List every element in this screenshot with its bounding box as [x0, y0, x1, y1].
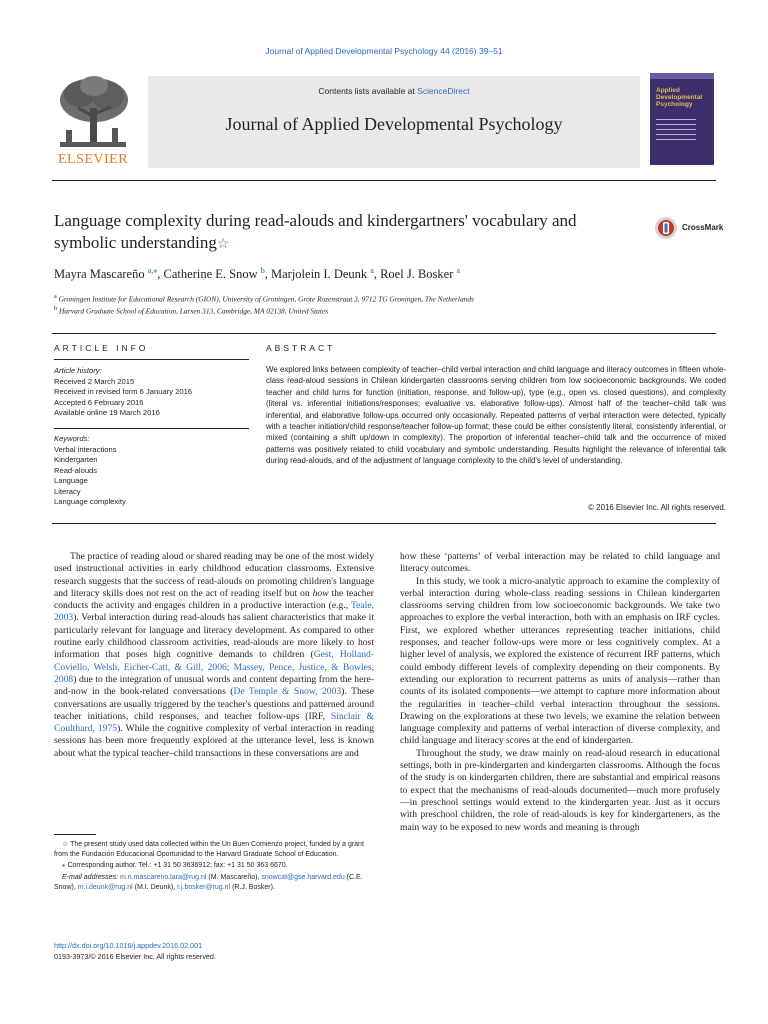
- corresponding-footnote: ⁎ Corresponding author. Tel.: +1 31 50 3636912; fax: +1 31 50 363 6670.: [62, 862, 288, 870]
- email-link[interactable]: m.n.mascareno.lara@rug.nl: [119, 873, 207, 881]
- author-affiliation-marker[interactable]: a: [456, 266, 461, 275]
- keyword: Language: [54, 476, 88, 485]
- email-link[interactable]: m.i.deunk@rug.nl: [77, 883, 133, 891]
- article-history: [54, 366, 249, 419]
- history-heading: Article history:: [54, 366, 102, 375]
- intro-paragraph: The practice of reading aloud or shared reading may be one of the most widely used instructional activities in early childhood education classrooms. Extensive research suggests that the success of read-alouds on promoting children's language and literacy skills does not rest on the act of reading itself but on how the teacher conducts the activity and engages children in a productive interaction (e.g., Teale, 2003). Verbal interaction during read-alouds has salient characteristics that make it particularly relevant for language and literacy development. As compared to other routine early childhood classroom activities, read-alouds are more likely to host information that poses high cognitive demands to children (Gest, Holland-Coviello, Welsh, Eicher-Catt, & Gill, 2006; Massey, Pence, Justice, & Bowles, 2008) due to the integration of unusual words and content departing from the here-and-now in the book-related conversations (De Temple & Snow, 2003). These conversations are usually triggered by the teacher's questions and patterned around teacher initiations, child responses, and teacher follow-ups (IRF, Sinclair & Coulthard, 1975). While the cognitive complexity of verbal interaction in reading sessions has been more frequently explored at the utterance level, less is known about what the typical teacher–child transactions in these conversations are and: [54, 551, 374, 759]
- star-footnote-icon: ☆: [62, 841, 69, 848]
- author-separator: ,: [264, 267, 271, 282]
- sciencedirect-link[interactable]: ScienceDirect: [417, 86, 470, 96]
- cover-text-lines: [656, 119, 696, 144]
- email-footnote: E-mail addresses: m.n.mascareno.lara@rug.nl (M. Mascareño), snowcat@gse.harvard.edu (C.E. Snow), m.i.deunk@rug.nl (M.I. Deunk), r.j.bosker@rug.nl (R.J. Bosker).: [54, 873, 363, 891]
- article-title: [54, 210, 634, 256]
- affiliation-b: $^b$ Harvard Graduate School of Education, Larsen 313, Cambridge, MA 02138, United States: [54, 306, 329, 316]
- email-link[interactable]: snowcat@gse.harvard.edu: [261, 873, 345, 881]
- doi-link[interactable]: http://dx.doi.org/10.1016/j.appdev.2016.02.001: [54, 941, 203, 950]
- history-revised: Received in revised form 6 January 2016: [54, 387, 193, 396]
- elsevier-tree-icon: [54, 72, 132, 152]
- publisher-logo: [52, 70, 134, 168]
- author-name[interactable]: Marjolein I. Deunk: [271, 267, 368, 282]
- keyword: Language complexity: [54, 497, 126, 506]
- author-affiliation-marker[interactable]: a: [370, 266, 374, 275]
- citation-link[interactable]: Gest, Holland-Coviello, Welsh, Eicher-Catt, & Gill, 2006; Massey, Pence, Justice, & Bowles, 2008: [54, 649, 374, 685]
- history-accepted: Accepted 6 February 2016: [54, 397, 144, 407]
- keyword: Literacy: [54, 486, 81, 496]
- history-received: Received 2 March 2015: [54, 376, 135, 386]
- journal-citation-link[interactable]: Journal of Applied Developmental Psychology 44 (2016) 39–51: [265, 46, 503, 56]
- funding-footnote: ☆ The present study used data collected within the Un Buen Comienzo project, funded by a grant from the Fundación Educacional Oportunidad to the Harvard Graduate School of Education.: [54, 841, 364, 859]
- info-rule: [54, 359, 249, 360]
- author-name[interactable]: Mayra Mascareño: [54, 267, 145, 282]
- article-title-text: Language complexity during read-alouds and kindergartners' vocabulary and symbolic understanding: [54, 211, 577, 252]
- author-affiliation-marker[interactable]: b: [260, 266, 265, 275]
- keyword: Kindergarten: [54, 455, 98, 464]
- masthead-band: [148, 76, 640, 168]
- issn-line: 0193-3973/© 2016 Elsevier Inc. All rights reserved.: [54, 951, 216, 961]
- crossmark-button[interactable]: [654, 216, 728, 244]
- star-footnote-icon[interactable]: ☆: [216, 237, 230, 252]
- citation-link[interactable]: Sinclair & Coulthard, 1975: [54, 710, 374, 735]
- body-column-right: [400, 551, 720, 834]
- author-separator: ,: [157, 267, 164, 282]
- affiliation-a: $^a$ Groningen Institute for Educational Research (GION), University of Groningen, Grote Rozenstraat 3, 9712 TG Groningen, The Netherlands: [54, 294, 474, 304]
- info-top-rule: [52, 333, 716, 334]
- keywords: [54, 434, 249, 508]
- citation-link[interactable]: De Temple & Snow, 2003: [233, 686, 342, 698]
- footnotes: [54, 840, 378, 894]
- author-list: [54, 266, 714, 282]
- keyword: Read-alouds: [54, 465, 98, 475]
- email-link[interactable]: r.j.bosker@rug.nl: [177, 883, 231, 891]
- page-footer: [54, 941, 374, 962]
- crossmark-label: CrossMark: [682, 223, 724, 232]
- cover-title: Applied Developmental Psychology: [656, 87, 703, 108]
- author-name[interactable]: Roel J. Bosker: [380, 267, 454, 282]
- journal-cover-thumbnail[interactable]: [650, 73, 714, 165]
- contents-prefix: Contents lists available at: [318, 86, 415, 96]
- abstract-heading: ABSTRACT: [266, 343, 336, 353]
- publisher-name: ELSEVIER: [57, 152, 129, 167]
- body-paragraph: Throughout the study, we draw mainly on read-aloud research in educational settings, both in pre-kindergarten and kindergarten classrooms. Although the focus of the study is on kindergarten children, there are substantial and empirical reasons to expect that the mechanisms of read-alouds documented—much more profusely—in preschool settings would extend to the kindergarten year. Just as it occurs with preschool children, the role of read-alouds is key for kindergarteners, as the main way to be exposed to new words and meaning is through: [400, 747, 720, 833]
- footnote-rule: [54, 834, 96, 835]
- body-column-left: [54, 551, 374, 760]
- header-rule: [52, 180, 716, 181]
- abstract-text: We explored links between complexity of teacher–child verbal interaction and child language and literacy outcomes in fifteen whole-class read-aloud sessions in Chilean kindergarten classrooms serving children from low socioeconomic backgrounds. We coded teacher and child turns for function (initiation, response, and follow-up), type (e.g., open vs. closed questions), and complexity (literal vs. inferential initiations/responses; evaluative vs. elaborative follow-ups). Almost half of the teacher–child talk was inferential, and elaborative follow-ups occurred only occasionally. Repeated patterns of verbal interaction were detected, typically with a teacher initiation/child response/teacher follow-up format; these could be either consistently literal, consistently inferential, or mixed (containing a shift up/down in complexity). The proportion of inferential teacher–child talk and the occurrence of mixed patterns was positively related to child vocabulary and symbolic understanding. Results highlight the relevance of inferential talk during read-alouds, and of the adjustment of language complexity to the child's level of understanding.: [266, 365, 726, 466]
- keywords-heading: Keywords:: [54, 434, 90, 443]
- citation-link[interactable]: Teale, 2003: [54, 600, 374, 624]
- keyword: Verbal interactions: [54, 444, 117, 454]
- keywords-rule: [54, 428, 249, 429]
- article-info-heading: ARTICLE INFO: [54, 343, 149, 353]
- affiliations: [54, 292, 714, 317]
- author-affiliation-marker[interactable]: a,⁎: [147, 266, 158, 275]
- crossmark-icon: [654, 216, 678, 240]
- contents-line: [148, 86, 640, 96]
- author-separator: ,: [373, 267, 381, 282]
- abstract-copyright: © 2016 Elsevier Inc. All rights reserved.: [588, 503, 726, 512]
- author-name[interactable]: Catherine E. Snow: [163, 267, 258, 282]
- abstract-bottom-rule: [52, 523, 716, 524]
- body-paragraph: how these ‘patterns’ of verbal interaction may be related to child language and literacy outcomes.: [400, 551, 720, 575]
- cover-stripe: [650, 73, 714, 79]
- body-paragraph: In this study, we took a micro-analytic approach to examine the complexity of verbal interaction during whole-class reading sessions in Chilean kindergarten classrooms serving children from low socioeconomic backgrounds. We take two approaches to explore the verbal interaction, both with an emphasis on IRF cycles. First, we explored whether utterances representing teacher initiations, child responses, and teacher follow-ups were more or less cognitively complex. At a higher level of analysis, we explored the existence of recurrent IRF patterns, which could embody different levels of complexity depending on their components. By extending our exploration to recurrent patterns as units of analysis—rather than counts of its isolated components—we attempt to capture more information about the regularities in teacher–child verbal interaction throughout the sessions. Drawing on the explorations at these two levels, we examine the relation between language complexity and patterns of verbal interaction of diverse complexity, and child language and literacy scores at the end of kindergarten.: [400, 575, 720, 747]
- history-online: Available online 19 March 2016: [54, 408, 160, 417]
- masthead: [52, 70, 642, 168]
- journal-title: Journal of Applied Developmental Psychology: [225, 114, 563, 134]
